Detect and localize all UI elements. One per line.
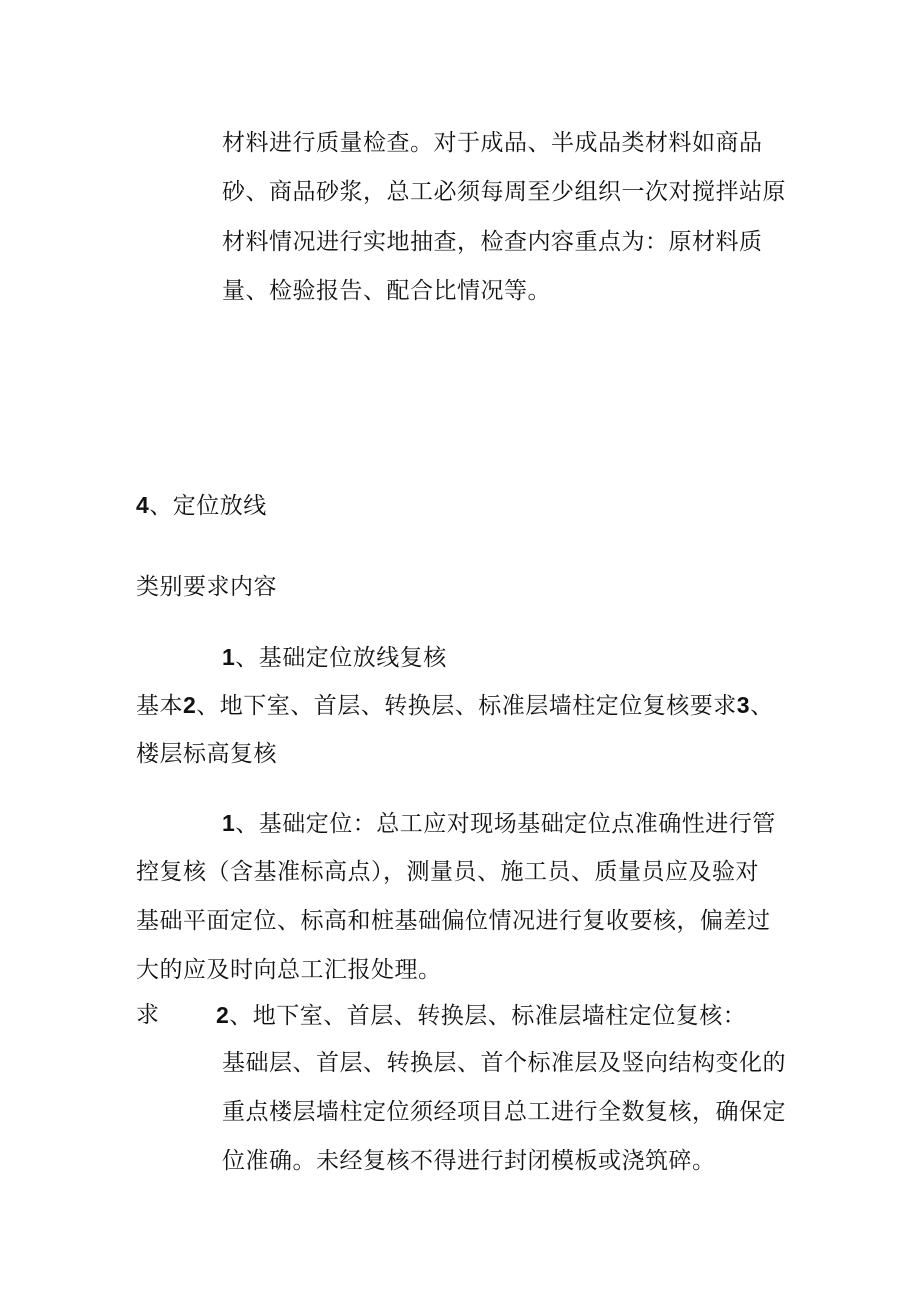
section-title: 、定位放线 [149, 493, 267, 519]
basic-item-1-number: 1 [222, 644, 236, 670]
detail-1-line-2: 控复核（含基准标高点），测量员、施工员、质量员应及验对 [136, 859, 759, 885]
detail-2-line-3: 位准确。未经复核不得进行封闭模板或浇筑碎。 [222, 1148, 716, 1174]
intro-line-3: 材料情况进行实地抽查，检查内容重点为：原材料质 [222, 229, 763, 255]
basic-item-2-number: 2 [183, 692, 197, 718]
basic-item-1-text: 、基础定位放线复核 [235, 645, 447, 671]
detail-1-number: 1 [222, 810, 236, 836]
basic-item-2-text: 、地下室、首层、转换层、标准层墙柱定位复核要求 [196, 693, 737, 719]
basic-row-prefix: 基本 [136, 693, 183, 719]
section-number: 4 [136, 492, 150, 518]
basic-item-2-row [136, 690, 774, 721]
detail-2-title-text: 、地下室、首层、转换层、标准层墙柱定位复核： [229, 1003, 747, 1029]
detail-2-title [216, 1000, 746, 1031]
intro-line-2: 砂、商品砂浆，总工必须每周至少组织一次对搅拌站原 [222, 179, 786, 205]
detail-2-prefix: 求 [136, 1002, 160, 1028]
basic-item-3-number: 3 [736, 692, 751, 718]
detail-2-line-1: 基础层、首层、转换层、首个标准层及竖向结构变化的 [222, 1050, 786, 1076]
basic-item-1 [222, 642, 447, 673]
basic-item-3-text: 、 [750, 693, 774, 719]
detail-2-number: 2 [216, 1002, 230, 1028]
section-heading [136, 490, 267, 521]
detail-1-line-1 [222, 808, 776, 839]
intro-line-1: 材料进行质量检查。对于成品、半成品类材料如商品 [222, 130, 763, 156]
intro-line-4: 量、检验报告、配合比情况等。 [222, 278, 551, 304]
table-header: 类别要求内容 [136, 574, 277, 600]
basic-item-3-continuation: 楼层标高复核 [136, 741, 277, 767]
detail-1-line-4: 大的应及时向总工汇报处理。 [136, 957, 442, 983]
detail-2-line-2: 重点楼层墙柱定位须经项目总工进行全数复核，确保定 [222, 1099, 786, 1125]
detail-1-line-1-text: 、基础定位：总工应对现场基础定位点准确性进行管 [235, 811, 776, 837]
detail-1-line-3: 基础平面定位、标高和桩基础偏位情况进行复收要核，偏差过 [136, 908, 771, 934]
